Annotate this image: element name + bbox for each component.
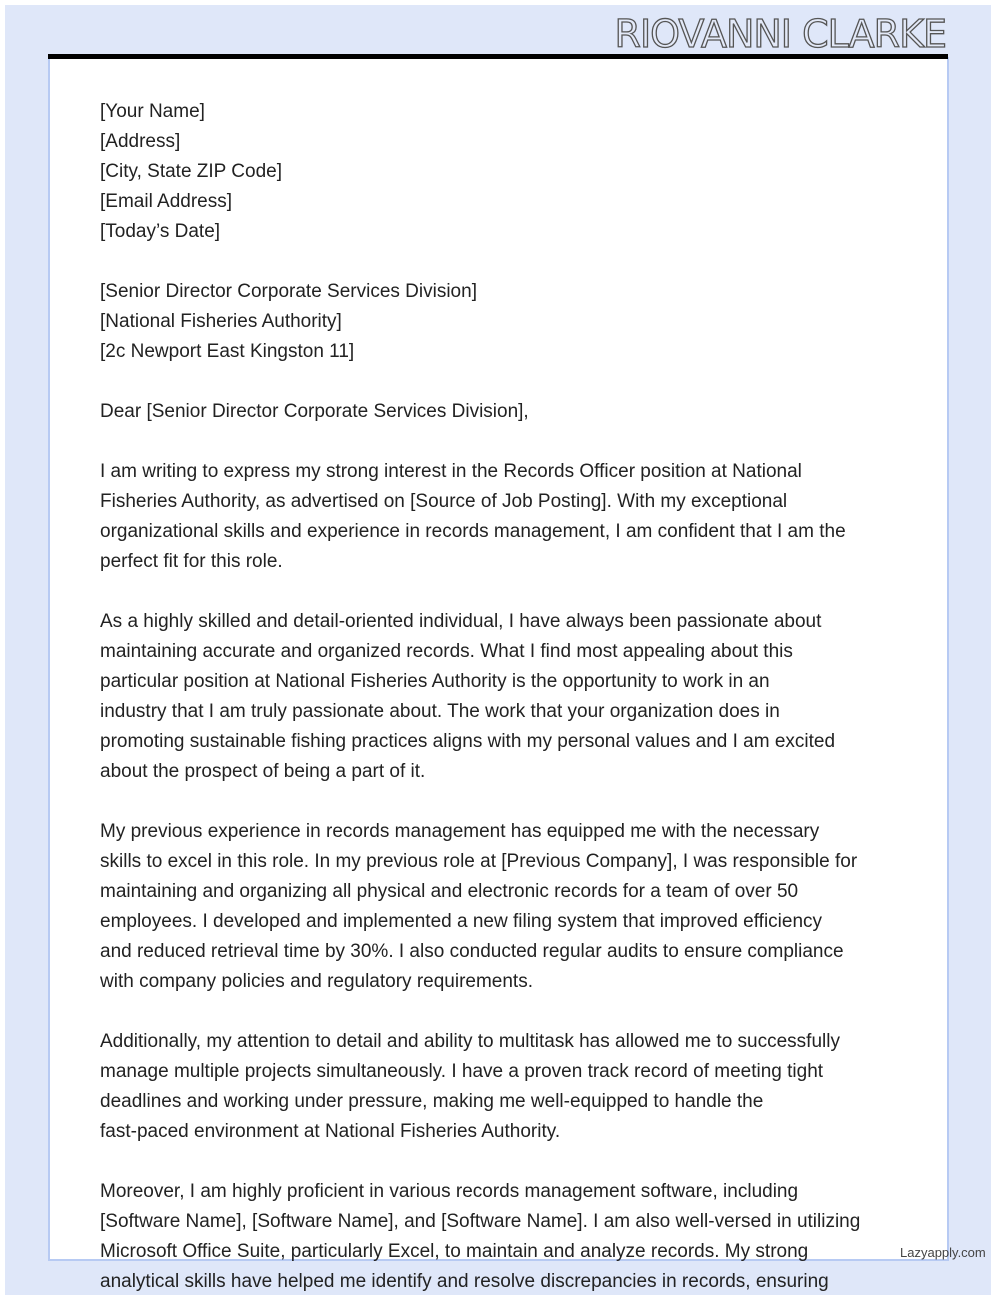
text-line: [Email Address] <box>100 191 232 212</box>
paragraph-gap <box>100 577 920 607</box>
text-line: [Address] <box>100 131 181 152</box>
letter-paragraph <box>100 457 920 577</box>
paragraph-gap <box>100 427 920 457</box>
paragraph-gap <box>100 367 920 397</box>
text-line: [City, State ZIP Code] <box>100 161 282 182</box>
text-line: industry that I am truly passionate about. The work that your organization does in <box>100 701 780 722</box>
text-line: [Software Name], [Software Name], and [Software Name]. I am also well-versed in utilizing <box>100 1211 861 1232</box>
text-line: [Today’s Date] <box>100 221 221 242</box>
text-line: with company policies and regulatory requirements. <box>100 971 533 992</box>
text-line: promoting sustainable fishing practices aligns with my personal values and I am excited <box>100 731 836 752</box>
letter-paragraph <box>100 97 920 247</box>
text-line: analytical skills have helped me identify and resolve discrepancies in records, ensuring <box>100 1271 829 1292</box>
paragraph-gap <box>100 787 920 817</box>
letter-paragraph <box>100 397 920 427</box>
paragraph-gap <box>100 247 920 277</box>
letter-paragraph <box>100 607 920 787</box>
letter-body <box>100 97 920 1297</box>
letter-paragraph <box>100 277 920 367</box>
letter-paragraph <box>100 817 920 997</box>
text-line: [2c Newport East Kingston 11] <box>100 341 355 362</box>
text-line: Microsoft Office Suite, particularly Excel, to maintain and analyze records. My strong <box>100 1241 809 1262</box>
text-line: organizational skills and experience in records management, I am confident that I am the <box>100 521 846 542</box>
text-line: deadlines and working under pressure, making me well-equipped to handle the <box>100 1091 764 1112</box>
text-line: Dear [Senior Director Corporate Services Division], <box>100 401 529 422</box>
text-line: Moreover, I am highly proficient in various records management software, including <box>100 1181 799 1202</box>
text-line: particular position at National Fisheries Authority is the opportunity to work in an <box>100 671 770 692</box>
watermark: Lazyapply.com <box>900 1245 986 1260</box>
text-line: maintaining accurate and organized records. What I find most appealing about this <box>100 641 793 662</box>
text-line: maintaining and organizing all physical and electronic records for a team of over 50 <box>100 881 799 902</box>
text-line: employees. I developed and implemented a new filing system that improved efficiency <box>100 911 823 932</box>
text-line: Additionally, my attention to detail and ability to multitask has allowed me to successfully <box>100 1031 840 1052</box>
letter-paragraph <box>100 1027 920 1147</box>
text-line: about the prospect of being a part of it. <box>100 761 426 782</box>
text-line: skills to excel in this role. In my previous role at [Previous Company], I was responsible for <box>100 851 858 872</box>
text-line: and reduced retrieval time by 30%. I also conducted regular audits to ensure compliance <box>100 941 844 962</box>
text-line: My previous experience in records management has equipped me with the necessary <box>100 821 820 842</box>
text-line: [Your Name] <box>100 101 205 122</box>
paragraph-gap <box>100 997 920 1027</box>
applicant-name-heading: RIOVANNI CLARKE <box>614 12 946 56</box>
text-line: [Senior Director Corporate Services Division] <box>100 281 477 302</box>
text-line: [National Fisheries Authority] <box>100 311 342 332</box>
text-line: perfect fit for this role. <box>100 551 283 572</box>
paragraph-gap <box>100 1147 920 1177</box>
text-line: fast-paced environment at National Fisheries Authority. <box>100 1121 561 1142</box>
letter-paragraph <box>100 1177 920 1297</box>
text-line: As a highly skilled and detail-oriented individual, I have always been passionate about <box>100 611 822 632</box>
text-line: manage multiple projects simultaneously. I have a proven track record of meeting tight <box>100 1061 824 1082</box>
text-line: I am writing to express my strong interest in the Records Officer position at National <box>100 461 802 482</box>
text-line: Fisheries Authority, as advertised on [Source of Job Posting]. With my exceptional <box>100 491 788 512</box>
